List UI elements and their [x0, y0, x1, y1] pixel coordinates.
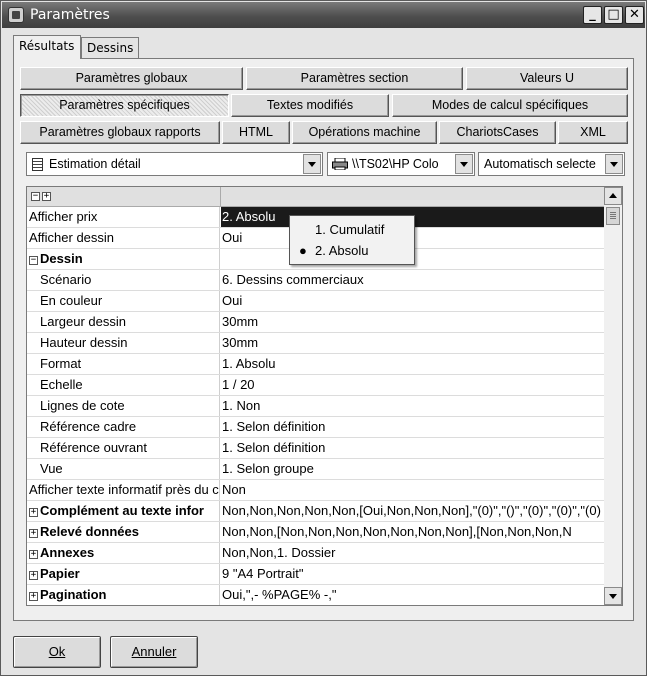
expand-icon[interactable]: + [30, 570, 37, 580]
grid-row-value[interactable]: Non,Non,1. Dossier [222, 545, 336, 560]
printer-icon [332, 158, 348, 170]
report-icon [32, 158, 43, 171]
grid-row-value[interactable]: 9 "A4 Portrait" [222, 566, 304, 581]
maximize-button[interactable]: □ [604, 6, 623, 24]
grid-row[interactable] [27, 417, 604, 438]
scroll-thumb[interactable] [606, 207, 620, 225]
grid-row-key: Vue [27, 459, 220, 479]
grid-row-value[interactable]: Oui,",- %PAGE% -," [222, 587, 337, 602]
selected-bullet-icon: ● [299, 243, 307, 258]
chevron-down-icon[interactable] [455, 154, 473, 174]
grid-row-key: Référence cadre [27, 417, 220, 437]
expand-all-icon[interactable]: + [43, 191, 50, 201]
grid-row-key: Largeur dessin [27, 312, 220, 332]
grid-row-key: Format [27, 354, 220, 374]
grid-row-value[interactable]: 30mm [222, 335, 259, 350]
grid-row-key: Lignes de cote [27, 396, 220, 416]
grid-row-key: + Papier [27, 564, 220, 584]
grid-row-key: Référence ouvrant [27, 438, 220, 458]
grid-row-value[interactable]: 1. Selon définition [222, 419, 326, 434]
grid-row-key: Scénario [27, 270, 220, 290]
report-select-value: Estimation détail [49, 157, 141, 171]
grid-row-key: Afficher dessin [27, 228, 220, 248]
grid-row-key: + Annexes [27, 543, 220, 563]
grid-row[interactable] [27, 522, 604, 543]
report-select[interactable] [26, 152, 323, 176]
btn-xml[interactable]: XML [558, 121, 628, 144]
grid-header [27, 187, 604, 207]
btn-parametres-section[interactable]: Paramètres section [246, 67, 463, 90]
tray-select-value: Automatisch selecte [484, 157, 596, 171]
grid-row[interactable] [27, 291, 604, 312]
grid-row[interactable] [27, 438, 604, 459]
grid-row[interactable] [27, 396, 604, 417]
btn-chariotscases[interactable]: ChariotsCases [439, 121, 556, 144]
btn-textes-modifies[interactable]: Textes modifiés [231, 94, 389, 117]
grid-row-key: + Complément au texte infor [27, 501, 220, 521]
dropdown-option-cumulatif[interactable]: 1. Cumulatif [315, 222, 385, 237]
grid-row-value[interactable]: 1. Absolu [222, 356, 276, 371]
minimize-button[interactable]: _ [583, 6, 602, 24]
grid-row-key: Hauteur dessin [27, 333, 220, 353]
expand-icon[interactable]: + [30, 528, 37, 538]
grid-row-key: + Pagination [27, 585, 220, 605]
cancel-button[interactable]: Annuler [110, 636, 198, 668]
grid-row-key: + Relevé données [27, 522, 220, 542]
vertical-scrollbar[interactable] [604, 187, 622, 605]
tab-dessins[interactable]: Dessins [81, 37, 139, 59]
grid-row-value[interactable]: Non [222, 482, 246, 497]
grid-row-value[interactable]: 1. Non [222, 398, 261, 413]
scroll-up-icon[interactable] [604, 187, 622, 205]
grid-row-value[interactable]: 30mm [222, 314, 259, 329]
collapse-all-icon[interactable]: − [32, 191, 39, 201]
app-icon [8, 7, 24, 23]
collapse-icon[interactable]: − [30, 255, 37, 265]
grid-row[interactable] [27, 375, 604, 396]
ok-button[interactable]: Ok [13, 636, 101, 668]
grid-row[interactable] [27, 543, 604, 564]
printer-select-value: \\TS02\HP Colo [352, 157, 439, 171]
grid-row[interactable] [27, 354, 604, 375]
grid-row-value[interactable]: Oui [222, 230, 243, 245]
value-dropdown-popup [289, 215, 415, 265]
grid-row[interactable] [27, 270, 604, 291]
grid-row-value[interactable]: 2. Absolu [221, 207, 604, 227]
grid-row[interactable] [27, 480, 604, 501]
grid-row-value[interactable]: 1 / 20 [222, 377, 255, 392]
btn-html[interactable]: HTML [222, 121, 290, 144]
grid-row-value[interactable]: 6. Dessins commerciaux [222, 272, 364, 287]
expand-icon[interactable]: + [30, 549, 37, 559]
grid-row-key: Afficher prix [27, 207, 220, 227]
grid-row[interactable] [27, 333, 604, 354]
grid-row-value[interactable]: Non,Non,[Non,Non,Non,Non,Non,Non,Non],[Non,Non,Non,N [222, 524, 572, 539]
grid-row-key: Afficher texte informatif près du c [27, 480, 220, 500]
tray-select[interactable] [478, 152, 625, 176]
btn-modes-de-calcul[interactable]: Modes de calcul spécifiques [392, 94, 628, 117]
grid-row[interactable] [27, 312, 604, 333]
btn-valeurs-u[interactable]: Valeurs U [466, 67, 628, 90]
grid-row[interactable] [27, 501, 604, 522]
grid-row-value[interactable]: Non,Non,Non,Non,Non,[Oui,Non,Non,Non],"(0)","()","(0)","(0)","(0) [222, 503, 601, 518]
chevron-down-icon[interactable] [303, 154, 321, 174]
grid-row-key: Echelle [27, 375, 220, 395]
btn-parametres-globaux-rapports[interactable]: Paramètres globaux rapports [20, 121, 220, 144]
btn-operations-machine[interactable]: Opérations machine [292, 121, 437, 144]
grid-row-value[interactable]: Oui [222, 293, 243, 308]
expand-icon[interactable]: + [30, 507, 37, 517]
expand-icon[interactable]: + [30, 591, 37, 601]
btn-parametres-specifiques[interactable]: Paramètres spécifiques [20, 94, 229, 117]
scroll-down-icon[interactable] [604, 587, 622, 605]
grid-row[interactable] [27, 459, 604, 480]
close-button[interactable]: ✕ [625, 6, 644, 24]
tab-resultats[interactable]: Résultats [13, 35, 81, 59]
chevron-down-icon[interactable] [605, 154, 623, 174]
dropdown-option-absolu[interactable]: ● 2. Absolu [299, 243, 369, 258]
grid-row[interactable] [27, 585, 604, 606]
grid-row-key: En couleur [27, 291, 220, 311]
title-bar[interactable] [2, 2, 645, 28]
btn-parametres-globaux[interactable]: Paramètres globaux [20, 67, 243, 90]
grid-row-key: − Dessin [27, 249, 220, 269]
window-title: Paramètres [30, 7, 110, 23]
printer-select[interactable] [327, 152, 475, 176]
grid-row[interactable] [27, 564, 604, 585]
grid-row-value[interactable]: 1. Selon groupe [222, 461, 314, 476]
grid-row-value[interactable]: 1. Selon définition [222, 440, 326, 455]
